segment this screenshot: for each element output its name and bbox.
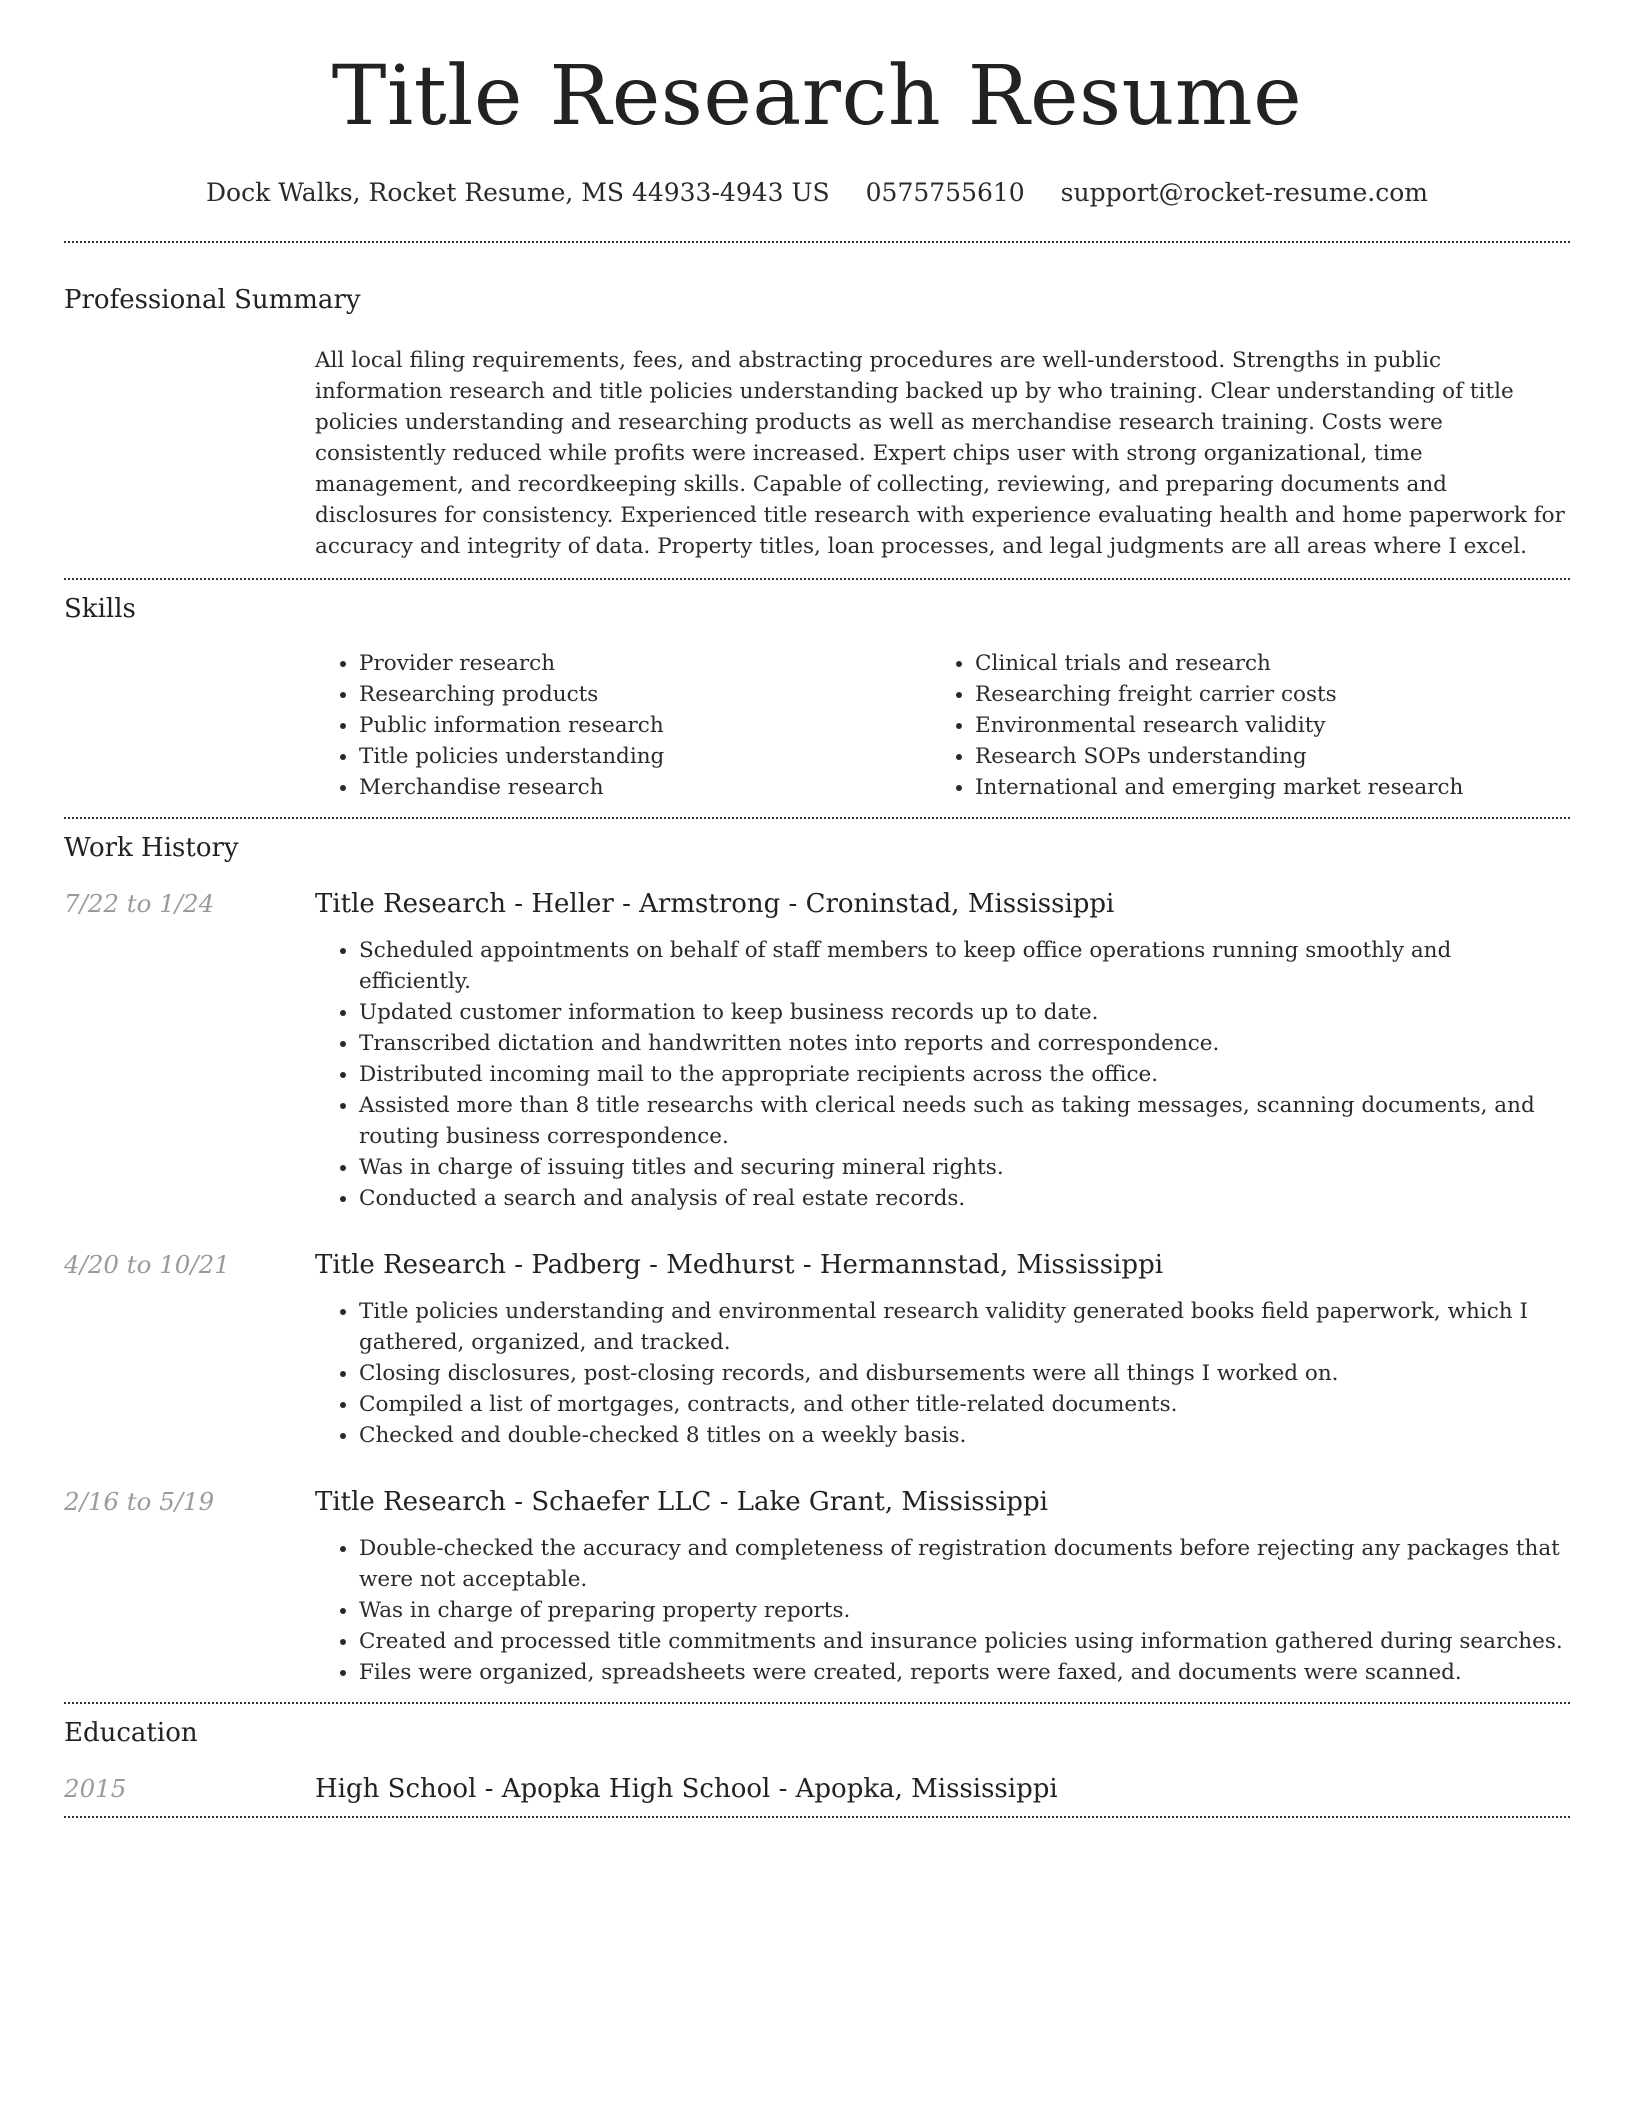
- job-bullet: • Created and processed title commitments and insurance policies using information gathered during searches.: [359, 1626, 1570, 1657]
- education-title: High School - Apopka High School - Apopka, Mississippi: [315, 1774, 1058, 1805]
- education-section: [64, 1704, 1570, 1806]
- job-bullet: • Was in charge of preparing property reports.: [359, 1595, 1570, 1626]
- skill-item: • Merchandise research: [359, 772, 931, 803]
- skills-heading: Skills: [64, 594, 136, 625]
- job-bullet: • Checked and double-checked 8 titles on a weekly basis.: [359, 1420, 1570, 1451]
- summary-section: [64, 243, 1570, 562]
- skills-list-right: [931, 648, 1547, 803]
- job-title: Title Research - Padberg - Medhurst - Hermannstad, Mississippi: [315, 1250, 1164, 1281]
- job-entry: [64, 1248, 1570, 1451]
- job-bullet: • Conducted a search and analysis of real estate records.: [359, 1183, 1570, 1214]
- job-entry: [64, 887, 1570, 1214]
- job-bullet: • Updated customer information to keep business records up to date.: [359, 997, 1570, 1028]
- job-bullet: • Compiled a list of mortgages, contracts, and other title-related documents.: [359, 1389, 1570, 1420]
- skills-columns: [315, 648, 1570, 803]
- job-entry: [64, 1485, 1570, 1688]
- job-bullets: [315, 935, 1570, 1214]
- resume-page: [64, 0, 1570, 1818]
- job-body: [315, 1485, 1570, 1688]
- skill-item: • Environmental research validity: [975, 710, 1547, 741]
- skill-item: • International and emerging market research: [975, 772, 1547, 803]
- contact-address: Dock Walks, Rocket Resume, MS 44933-4943 US: [206, 178, 830, 208]
- job-dates: 7/22 to 1/24: [64, 889, 215, 919]
- job-bullets: [315, 1533, 1570, 1688]
- skill-item: • Title policies understanding: [359, 741, 931, 772]
- work-history-heading: Work History: [64, 833, 239, 864]
- summary-text: All local filing requirements, fees, and abstracting procedures are well-understood. Strengths in public information research and title policies understanding backed up by who training. Clear understanding of title policies understanding and researching products as well as merchandise research training. Costs were consistently reduced while profits were increased. Expert chips user with strong organizational, time management, and recordkeeping skills. Capable of collecting, reviewing, and preparing documents and disclosures for consistency. Experienced title research with experience evaluating health and home paperwork for accuracy and integrity of data. Property titles, loan processes, and legal judgments are all areas where I excel.: [315, 348, 1565, 560]
- contact-email: support@rocket-resume.com: [1060, 178, 1428, 208]
- skills-list-left: [315, 648, 931, 803]
- job-bullet: • Assisted more than 8 title researchs with clerical needs such as taking messages, scanning documents, and routing business correspondence.: [359, 1090, 1570, 1152]
- education-body: [315, 1772, 1570, 1806]
- skill-item: • Clinical trials and research: [975, 648, 1547, 679]
- education-entry: [64, 1772, 1570, 1806]
- skill-item: • Provider research: [359, 648, 931, 679]
- job-bullet: • Files were organized, spreadsheets were created, reports were faxed, and documents were scanned.: [359, 1657, 1570, 1688]
- skill-item: • Researching freight carrier costs: [975, 679, 1547, 710]
- contact-phone: 0575755610: [865, 178, 1025, 208]
- skill-item: • Researching products: [359, 679, 931, 710]
- job-bullets: [315, 1296, 1570, 1451]
- contact-line: [64, 178, 1570, 207]
- job-dates: 2/16 to 5/19: [64, 1487, 215, 1517]
- divider: [64, 1816, 1570, 1818]
- education-heading: Education: [64, 1718, 198, 1749]
- job-bullet: • Closing disclosures, post-closing records, and disbursements were all things I worked on.: [359, 1358, 1570, 1389]
- resume-title: Title Research Resume: [331, 49, 1303, 144]
- job-dates: 4/20 to 10/21: [64, 1250, 230, 1280]
- job-title: Title Research - Heller - Armstrong - Croninstad, Mississippi: [315, 889, 1115, 920]
- job-bullet: • Title policies understanding and environmental research validity generated books field paperwork, which I gathered, organized, and tracked.: [359, 1296, 1570, 1358]
- job-bullet: • Transcribed dictation and handwritten notes into reports and correspondence.: [359, 1028, 1570, 1059]
- skill-item: • Public information research: [359, 710, 931, 741]
- summary-heading: Professional Summary: [64, 285, 361, 316]
- job-body: [315, 1248, 1570, 1451]
- job-bullet: • Was in charge of issuing titles and securing mineral rights.: [359, 1152, 1570, 1183]
- job-bullet: • Scheduled appointments on behalf of staff members to keep office operations running smoothly and efficiently.: [359, 935, 1570, 997]
- skills-section: [64, 580, 1570, 803]
- education-year: 2015: [64, 1774, 127, 1804]
- skill-item: • Research SOPs understanding: [975, 741, 1547, 772]
- job-body: [315, 887, 1570, 1214]
- job-title: Title Research - Schaefer LLC - Lake Grant, Mississippi: [315, 1487, 1048, 1518]
- job-bullet: • Distributed incoming mail to the appropriate recipients across the office.: [359, 1059, 1570, 1090]
- job-bullet: • Double-checked the accuracy and completeness of registration documents before rejecting any packages that were not acceptable.: [359, 1533, 1570, 1595]
- work-history-section: [64, 819, 1570, 1688]
